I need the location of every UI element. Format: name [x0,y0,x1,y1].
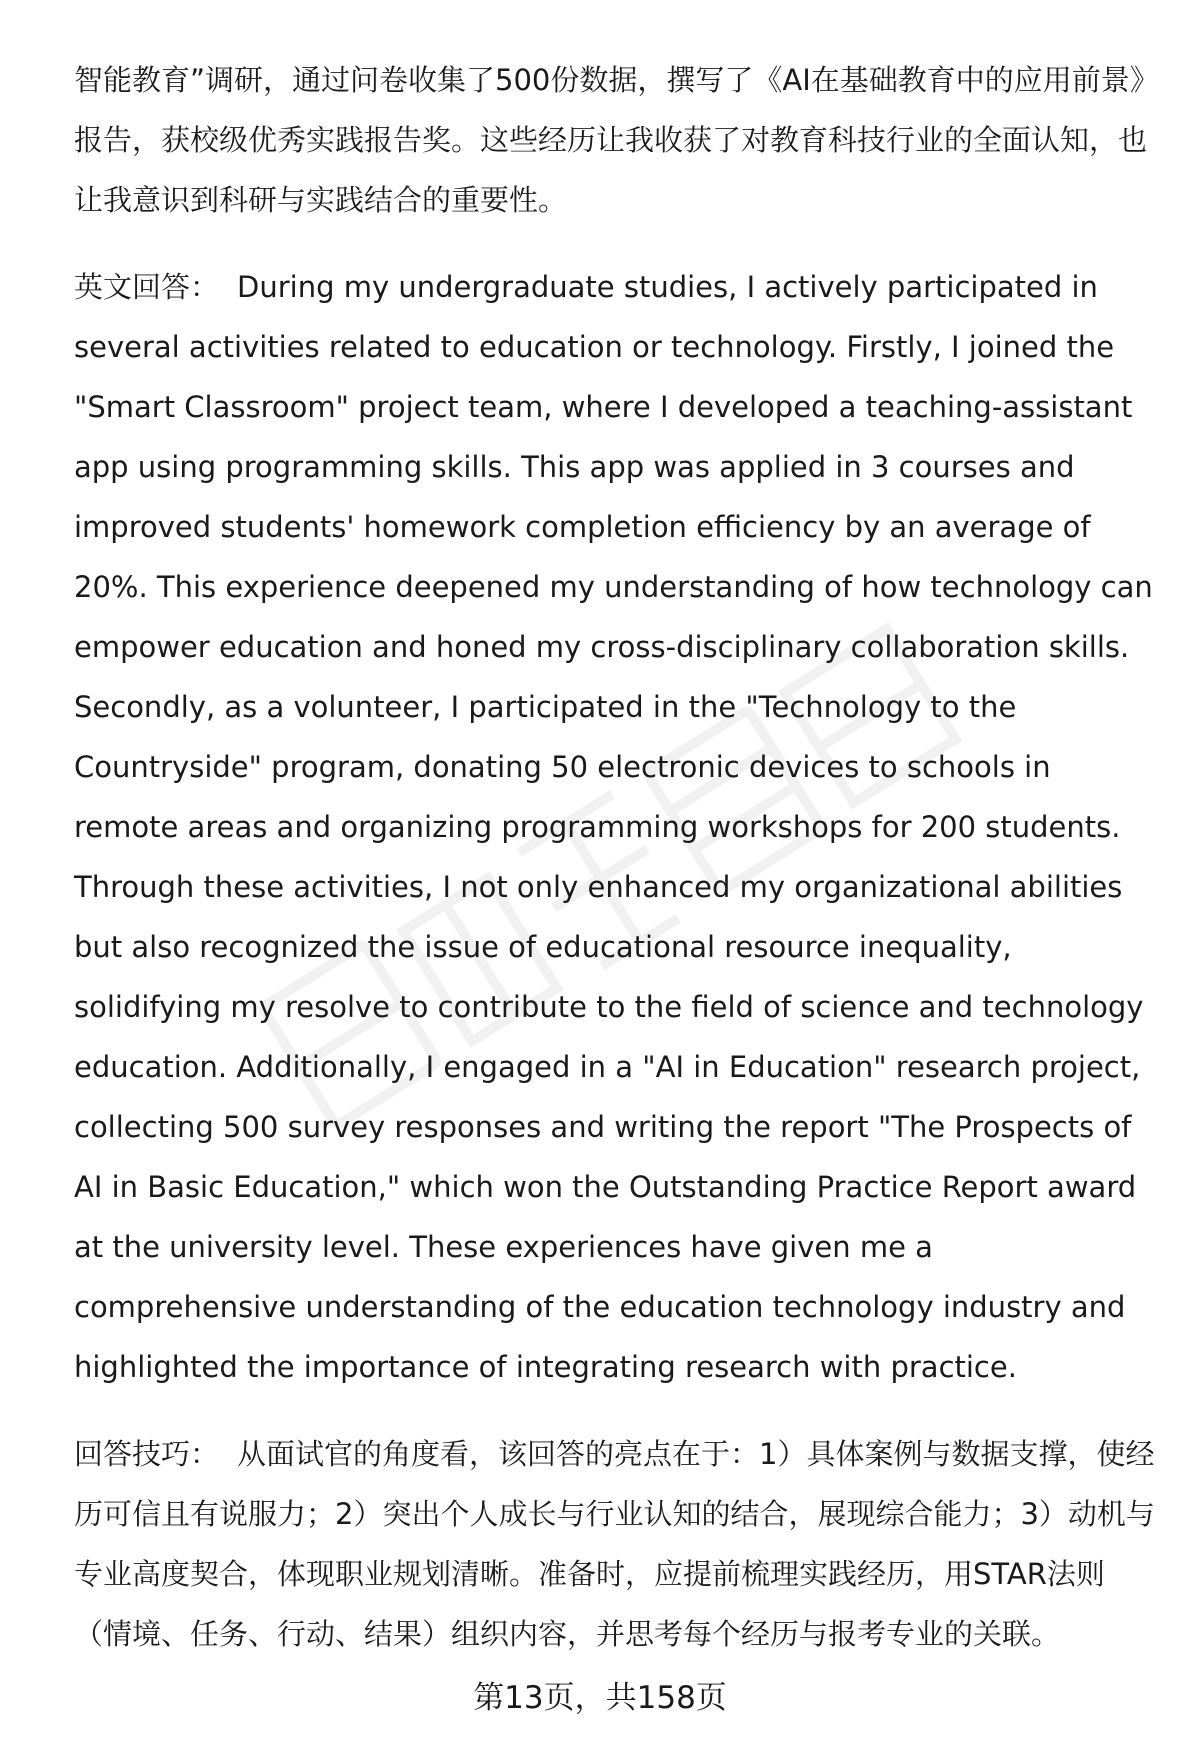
paragraph-english-answer [74,257,1159,1397]
paragraph-answer-tips [74,1424,1159,1664]
paragraph-label: 回答技巧： [74,1437,220,1471]
paragraph-text: During my undergraduate studies, I actively participated in several activities related to education or technology. Firstly, I joined the "Smart Classroom" project team, where I developed a teaching-assistant app using programming skills. This app was applied in 3 courses and improved students' homework completion efficiency by an average of 20%. This experience deepened my understanding of how technology can empower education and honed my cross-disciplinary collaboration skills. Secondly, as a volunteer, I participated in the "Technology to the Countryside" program, donating 50 electronic devices to schools in remote areas and organizing programming workshops for 200 students. Through these activities, I not only enhanced my organizational abilities but also recognized the issue of educational resource inequality, solidifying my resolve to contribute to the field of science and technology education. Additionally, I engaged in a "AI in Education" research project, collecting 500 survey responses and writing the report "The Prospects of AI in Basic Education," which won the Outstanding Practice Report award at the university level. These experiences have given me a comprehensive understanding of the education technology industry and highlighted the importance of integrating research with practice. [74,270,1153,1384]
document-body [74,50,1159,1664]
paragraph-continuation [74,50,1159,230]
paragraph-text: 智能教育”调研，通过问卷收集了500份数据，撰写了《AI在基础教育中的应用前景》报告，获校级优秀实践报告奖。这些经历让我收获了对教育科技行业的全面认知，也让我意识到科研与实践结合的重要性。 [74,63,1159,217]
paragraph-label: 英文回答： [74,270,220,304]
page-number: 第13页，共158页 [473,1680,727,1716]
paragraph-text: 从面试官的角度看，该回答的亮点在于：1）具体案例与数据支撑，使经历可信且有说服力；2）突出个人成长与行业认知的结合，展现综合能力；3）动机与专业高度契合，体现职业规划清晰。准备时，应提前梳理实践经历，用STAR法则（情境、任务、行动、结果）组织内容，并思考每个经历与报考专业的关联。 [74,1437,1155,1651]
